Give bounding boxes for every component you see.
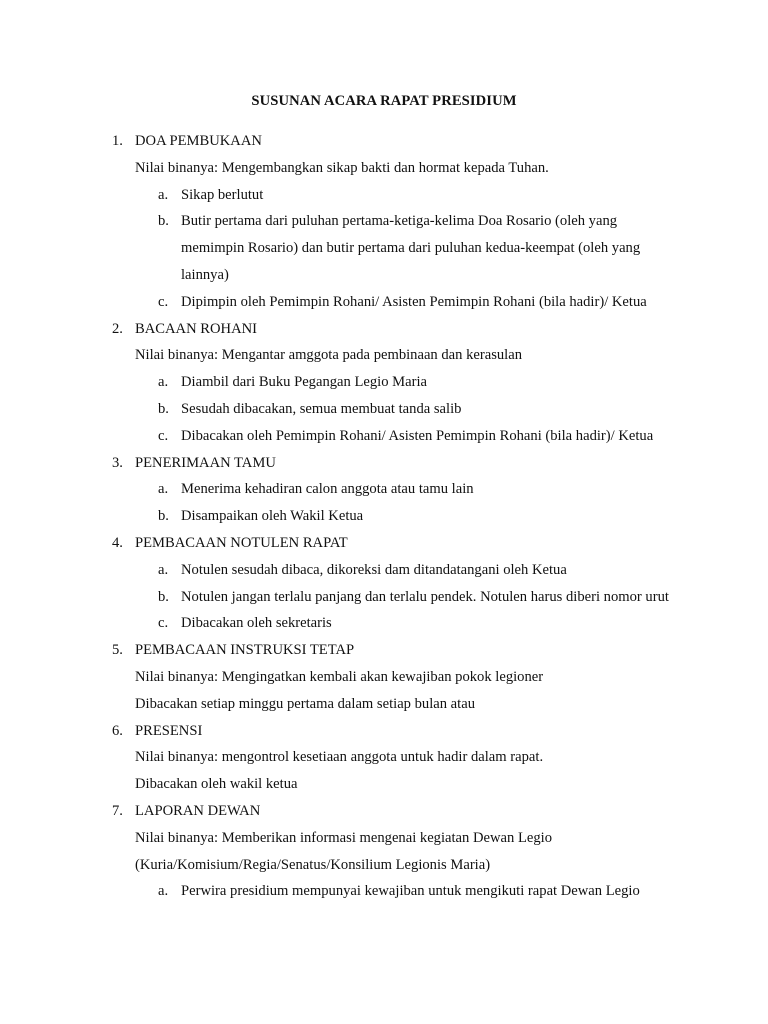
agenda-section xyxy=(0,530,768,637)
section-note: Dibacakan oleh wakil ketua xyxy=(135,776,298,793)
list-item xyxy=(0,878,671,905)
section-number: 3. xyxy=(112,454,123,471)
agenda-section xyxy=(0,718,768,798)
list-item-letter: c. xyxy=(158,427,169,444)
section-heading xyxy=(0,718,768,745)
list-item xyxy=(0,423,671,450)
list-item xyxy=(0,476,671,503)
list-item-letter: a. xyxy=(158,374,169,391)
list-item-letter: a. xyxy=(158,481,169,498)
section-heading-text: PRESENSI xyxy=(135,722,203,739)
section-heading-text: PENERIMAAN TAMU xyxy=(135,454,276,471)
list-item-letter: b. xyxy=(158,213,169,230)
section-number: 5. xyxy=(112,642,123,659)
section-heading xyxy=(0,128,768,155)
section-number: 6. xyxy=(112,722,123,739)
list-item xyxy=(0,610,671,637)
list-item-letter: a. xyxy=(158,186,169,203)
list-item-letter: b. xyxy=(158,588,169,605)
list-item-text: Sikap berlutut xyxy=(181,186,264,203)
agenda-section xyxy=(0,798,768,905)
section-heading xyxy=(0,637,768,664)
agenda-section xyxy=(0,637,768,717)
section-heading xyxy=(0,450,768,477)
list-item-text: Dibacakan oleh Pemimpin Rohani/ Asisten Pemimpin Rohani (bila hadir)/ Ketua xyxy=(181,427,654,444)
list-item xyxy=(0,396,671,423)
list-item-text: Notulen sesudah dibaca, dikoreksi dam ditandatangani oleh Ketua xyxy=(181,561,567,578)
list-item-text: Disampaikan oleh Wakil Ketua xyxy=(181,508,364,525)
list-item-text: Perwira presidium mempunyai kewajiban untuk mengikuti rapat Dewan Legio xyxy=(181,883,640,900)
list-item-text: Dibacakan oleh sekretaris xyxy=(181,615,332,632)
section-heading-text: BACAAN ROHANI xyxy=(135,320,258,337)
section-note: Nilai binanya: Mengantar amggota pada pembinaan dan kerasulan xyxy=(135,347,522,364)
section-heading-text: LAPORAN DEWAN xyxy=(135,802,261,819)
agenda-section xyxy=(0,450,768,530)
section-number: 2. xyxy=(112,320,123,337)
section-number: 4. xyxy=(112,534,123,551)
section-heading xyxy=(0,316,768,343)
list-item-text: Dipimpin oleh Pemimpin Rohani/ Asisten Pemimpin Rohani (bila hadir)/ Ketua xyxy=(181,293,647,310)
document-title: SUSUNAN ACARA RAPAT PRESIDIUM xyxy=(251,93,517,109)
list-item-letter: b. xyxy=(158,400,169,417)
section-note: Nilai binanya: Memberikan informasi mengenai kegiatan Dewan Legio xyxy=(135,829,552,846)
section-note: Nilai binanya: Mengembangkan sikap bakti dan hormat kepada Tuhan. xyxy=(135,159,549,176)
list-item-letter: c. xyxy=(158,293,169,310)
list-item-text: Menerima kehadiran calon anggota atau tamu lain xyxy=(181,481,474,498)
list-item xyxy=(0,182,671,209)
section-number: 1. xyxy=(112,133,123,149)
section-note: Nilai binanya: Mengingatkan kembali akan kewajiban pokok legioner xyxy=(135,668,544,685)
list-item xyxy=(0,208,671,288)
list-item-letter: a. xyxy=(158,883,169,900)
section-heading-text: PEMBACAAN NOTULEN RAPAT xyxy=(135,534,348,551)
section-heading xyxy=(0,798,768,825)
list-item xyxy=(0,369,671,396)
agenda-section xyxy=(0,128,768,316)
list-item-text: Diambil dari Buku Pegangan Legio Maria xyxy=(181,374,428,391)
section-note: Dibacakan setiap minggu pertama dalam setiap bulan atau xyxy=(135,695,475,712)
list-item-text: Butir pertama dari puluhan pertama-ketiga-kelima Doa Rosario (oleh yang memimpin Rosario) dan butir pertama dari puluhan kedua-keempat (oleh yang lainnya) xyxy=(181,213,641,283)
agenda-list xyxy=(0,128,768,905)
section-note: (Kuria/Komisium/Regia/Senatus/Konsilium Legionis Maria) xyxy=(135,856,491,873)
section-heading xyxy=(0,530,768,557)
list-item xyxy=(0,289,671,316)
list-item-text: Sesudah dibacakan, semua membuat tanda salib xyxy=(181,400,462,417)
list-item-text: Notulen jangan terlalu panjang dan terlalu pendek. Notulen harus diberi nomor urut xyxy=(181,588,669,605)
list-item xyxy=(0,557,671,584)
list-item-letter: b. xyxy=(158,508,169,525)
section-number: 7. xyxy=(112,802,123,819)
list-item-letter: a. xyxy=(158,561,169,578)
section-note: Nilai binanya: mengontrol kesetiaan anggota untuk hadir dalam rapat. xyxy=(135,749,544,766)
section-heading-text: PEMBACAAN INSTRUKSI TETAP xyxy=(135,642,355,659)
list-item-letter: c. xyxy=(158,615,169,632)
agenda-section xyxy=(0,316,768,450)
section-heading-text: DOA PEMBUKAAN xyxy=(135,133,262,149)
list-item xyxy=(0,584,671,611)
list-item xyxy=(0,503,671,530)
